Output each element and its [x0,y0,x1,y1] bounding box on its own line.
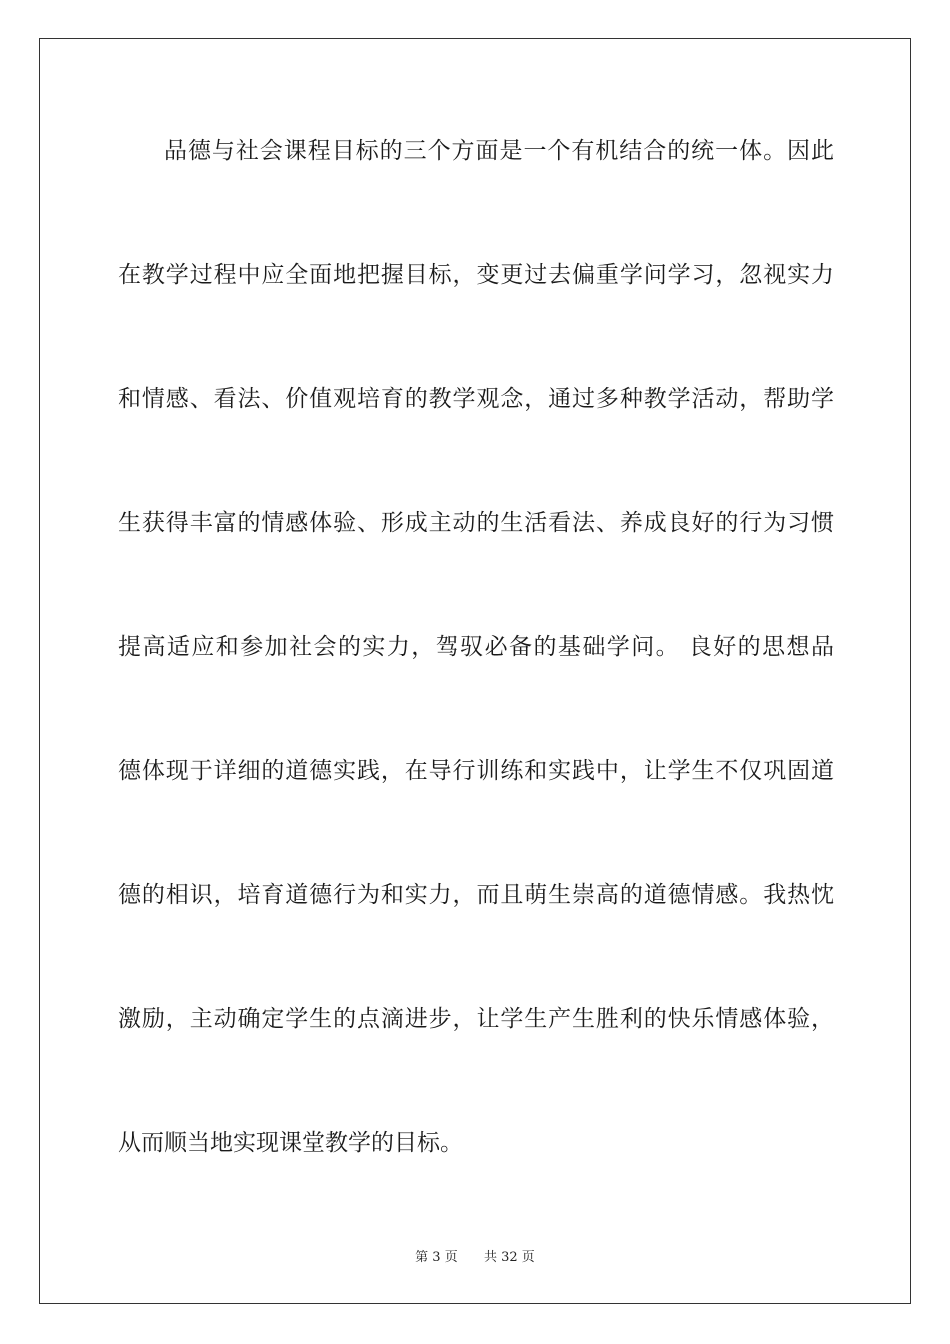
text-line: 从而顺当地实现课堂教学的目标。 [118,1130,463,1156]
page-number: 第 3 页 [415,1250,458,1265]
text-line: 德的相识，培育道德行为和实力，而且萌生崇高的道德情感。我热忱 [118,882,834,908]
text-line: 在教学过程中应全面地把握目标，变更过去偏重学问学习，忽视实力 [118,262,834,288]
text-line: 激励，主动确定学生的点滴进步，让学生产生胜利的快乐情感体验， [118,1006,834,1032]
text-line: 品德与社会课程目标的三个方面是一个有机结合的统一体。因此 [164,138,834,164]
text-line: 德体现于详细的道德实践，在导行训练和实践中，让学生不仅巩固道 [118,758,834,784]
text-line: 提高适应和参加社会的实力，驾驭必备的基础学问。 良好的思想品 [118,634,834,660]
page-footer [0,1246,950,1265]
body-paragraph [118,126,834,1242]
text-line: 生获得丰富的情感体验、形成主动的生活看法、养成良好的行为习惯 [118,510,834,536]
text-line: 和情感、看法、价值观培育的教学观念，通过多种教学活动，帮助学 [118,386,834,412]
page-total: 共 32 页 [484,1250,535,1265]
